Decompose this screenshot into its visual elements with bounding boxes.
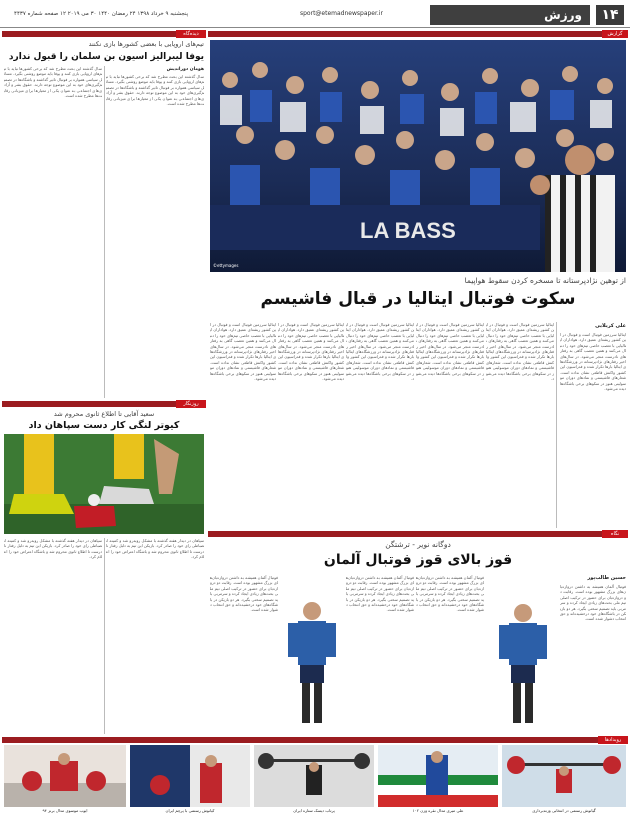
lead-column-5: ایتالیا سرزمین فوتبال است و فوتبال در این کشور ریشه‌ای عمیق دارد. هواداران ایتالیایی با تعصب خاصی تیم‌های خود را دنبال می‌کنند و همین تعصب گاهی به رفتارهای نادرست منجر می‌شود. در سال‌های اخیر رفتارهای نژادپرستانه در ورزشگاه‌های ایتالیا بارها تکرار شده و فدراسیون این کشور واکنش قاطعی نشان نداده است. شعارهای فاشیستی و نمادهای دوران موسولینی هنوز در سکوهای برخی باشگاه‌ها دیده می‌شود. [278, 322, 344, 382]
report-tag: گزارش [602, 30, 628, 38]
left-story-kicker: تیم‌های اروپایی با بعضی کشورها بازی نکنند [88, 40, 204, 48]
left-story-column-1: سال گذشته این بحث مطرح شد که برخی کشورها نباید با تیم‌های اروپایی بازی کنند و یوفا باید موضع روشنی بگیرد. مسائل سیاسی همواره بر فوتبال تاثیر گذاشته و باشگاه‌ها در تصمیم‌گیری‌های خود به این موضوع توجه دارند. حقوق بشر و آزادی‌های اجتماعی به عنوان یکی از معیارها برای میزبانی رقابت‌ها مطرح شده است. [106, 74, 204, 107]
second-story-column-1: سپاهان در دیدار هفته گذشته با مشکل روبه‌رو شد و کمیته انضباطی رای خود را صادر کرد. بازیکن این تیم به دلیل رفتار نادرست تا اطلاع ثانوی محروم شد و باشگاه اعتراض خود را اعلام کرد. [106, 538, 204, 560]
gallery-photo-1 [502, 745, 626, 807]
left-story-headline: یوفا لیبرالیز اسیون بن سلمان را قبول ندارد [8, 52, 204, 62]
gallery-photo-5 [4, 745, 126, 807]
second-story-headline: کیوتر لنگی کار دست سپاهان داد [28, 420, 180, 431]
lifter-photo [254, 745, 374, 807]
lead-headline: سکوت فوتبال ایتالیا در قبال فاشیسم [260, 289, 576, 309]
germany-byline: حسین طالب‌پور [587, 575, 626, 581]
gallery-photo-2 [378, 745, 498, 807]
goalkeeper-photo-right [487, 575, 557, 735]
lead-column-3: ایتالیا سرزمین فوتبال است و فوتبال در این کشور ریشه‌ای عمیق دارد. هواداران ایتالیایی با تعصب خاصی تیم‌های خود را دنبال می‌کنند و همین تعصب گاهی به رفتارهای نادرست منجر می‌شود. در سال‌های اخیر رفتارهای نژادپرستانه در ورزشگاه‌های ایتالیا بارها تکرار شده و فدراسیون این کشور واکنش قاطعی نشان نداده است. شعارهای فاشیستی و نمادهای دوران موسولینی هنوز در سکوهای برخی باشگاه‌ها دیده می‌شود. [416, 322, 484, 382]
left-story-column-2: سال گذشته این بحث مطرح شد که برخی کشورها نباید با تیم‌های اروپایی بازی کنند و یوفا باید موضع روشنی بگیرد. مسائل سیاسی همواره بر فوتبال تاثیر گذاشته و باشگاه‌ها در تصمیم‌گیری‌های خود به این موضوع توجه دارند. حقوق بشر و آزادی‌های اجتماعی به عنوان یکی از معیارها برای میزبانی رقابت‌ها مطرح شده است. [4, 66, 102, 99]
lead-column-4: ایتالیا سرزمین فوتبال است و فوتبال در این کشور ریشه‌ای عمیق دارد. هواداران ایتالیایی با تعصب خاصی تیم‌های خود را دنبال می‌کنند و همین تعصب گاهی به رفتارهای نادرست منجر می‌شود. در سال‌های اخیر رفتارهای نژادپرستانه در ورزشگاه‌های ایتالیا بارها تکرار شده و فدراسیون این کشور واکنش قاطعی نشان نداده است. شعارهای فاشیستی و نمادهای دوران موسولینی هنوز در سکوهای برخی باشگاه‌ها دیده می‌شود. [346, 322, 414, 382]
germany-headline: قوز بالای قوز فوتبال آلمان [323, 552, 513, 568]
column-divider [104, 538, 105, 734]
gallery-caption-4: کیانوش رستمی با پرچم ایران [165, 808, 215, 813]
column-divider [556, 322, 557, 528]
lead-column-6: ایتالیا سرزمین فوتبال است و فوتبال در این کشور ریشه‌ای عمیق دارد. هواداران ایتالیایی با تعصب خاصی تیم‌های خود را دنبال می‌کنند و همین تعصب گاهی به رفتارهای نادرست منجر می‌شود. در سال‌های اخیر رفتارهای نژادپرستانه در ورزشگاه‌های ایتالیا بارها تکرار شده و فدراسیون این کشور واکنش قاطعی نشان نداده است. شعارهای فاشیستی و نمادهای دوران موسولینی هنوز در سکوهای برخی باشگاه‌ها دیده می‌شود. [210, 322, 276, 382]
gallery-caption-3: پرتاب دیسک ستاره ایران [293, 808, 335, 813]
photo-credit: ©ettymages [213, 263, 239, 268]
lead-column-2: ایتالیا سرزمین فوتبال است و فوتبال در این کشور ریشه‌ای عمیق دارد. هواداران ایتالیایی با تعصب خاصی تیم‌های خود را دنبال می‌کنند و همین تعصب گاهی به رفتارهای نادرست منجر می‌شود. در سال‌های اخیر رفتارهای نژادپرستانه در ورزشگاه‌های ایتالیا بارها تکرار شده و فدراسیون این کشور واکنش قاطعی نشان نداده است. شعارهای فاشیستی و نمادهای دوران موسولینی هنوز در سکوهای برخی باشگاه‌ها دیده می‌شود. [486, 322, 554, 382]
second-story-kicker: سعید آقایی تا اطلاع ثانوی محروم شد [53, 410, 155, 418]
gallery-photo-4 [130, 745, 250, 807]
germany-kicker: دوگانه نویر - ترشتگن [385, 540, 451, 549]
podium-photo [378, 745, 498, 807]
gallery-tag: رویدادها [598, 736, 628, 744]
middle-tag-bar [208, 531, 628, 537]
left-story-byline: هومان دورانديش [166, 67, 204, 72]
page-number: ۱۴ [596, 5, 624, 25]
germany-column-2: فوتبال آلمان همیشه به داشتن دروازه‌بان‌های بزرگ مشهور بوده است. رقابت دو دروازه‌بان برای حضور در ترکیب اصلی تیم ملی بحث‌های زیادی ایجاد کرده و سرمربی باید تصمیم سختی بگیرد. هر دو بازیکن در باشگاه‌های خود درخشیده‌اند و حق انتخاب دشوار شده است. [416, 575, 484, 613]
gallery-caption-2: علی میری مدال نقره وزن ۱۰۲ [412, 808, 464, 813]
football-boots-photo [4, 434, 204, 534]
header-rule [0, 27, 630, 28]
section-title: ورزش [430, 5, 590, 25]
second-story-column-2: سپاهان در دیدار هفته گذشته با مشکل روبه‌رو شد و کمیته انضباطی رای خود را صادر کرد. بازیکن این تیم به دلیل رفتار نادرست تا اطلاع ثانوی محروم شد و باشگاه اعتراض خود را اعلام کرد. [4, 538, 102, 560]
germany-column-1: فوتبال آلمان همیشه به داشتن دروازه‌بان‌های بزرگ مشهور بوده است. رقابت دو دروازه‌بان برای حضور در ترکیب اصلی تیم ملی بحث‌های زیادی ایجاد کرده و سرمربی باید تصمیم سختی بگیرد. هر دو بازیکن در باشگاه‌های خود درخشیده‌اند و حق انتخاب دشوار شده است. [560, 584, 626, 622]
second-story-photo [4, 434, 204, 534]
goalkeeper-photo-left [280, 575, 344, 735]
site-url[interactable]: sport@etemadnewspaper.ir [300, 10, 383, 17]
wrestler-photo [4, 745, 126, 807]
athlete-photo [130, 745, 250, 807]
gallery-photo-3 [254, 745, 374, 807]
lead-byline: علی کربلایی [595, 323, 626, 329]
left-top-tag: دیده‌گاه [176, 30, 206, 38]
gallery-caption-5: ایوب موسوی مدال برنز ۹۴ [42, 808, 88, 813]
weightlifter-photo [502, 745, 626, 807]
column-divider [104, 66, 105, 398]
lead-photo [210, 40, 626, 272]
gallery-tag-bar [2, 737, 628, 743]
middle-tag: نگاه [602, 530, 628, 538]
lead-kicker: از توهین نژادپرستانه تا مسخره کردن سقوط هواپیما [464, 276, 626, 285]
date-line: پنجشنبه ۹ خرداد ۱۳۹۸ ۲۴ رمضان ۱۴۴۰ ۳۰ می ۲۰۱۹ ۱۲ صفحه شماره ۴۴۳۷ [14, 11, 189, 17]
second-story-tag: روزنگار [176, 400, 206, 408]
germany-column-3: فوتبال آلمان همیشه به داشتن دروازه‌بان‌های بزرگ مشهور بوده است. رقابت دو دروازه‌بان برای حضور در ترکیب اصلی تیم ملی بحث‌های زیادی ایجاد کرده و سرمربی باید تصمیم سختی بگیرد. هر دو بازیکن در باشگاه‌های خود درخشیده‌اند و حق انتخاب دشوار شده است. [346, 575, 414, 613]
report-tag-bar [208, 31, 628, 37]
goalkeeper-figure-left [280, 575, 344, 735]
germany-column-4: فوتبال آلمان همیشه به داشتن دروازه‌بان‌های بزرگ مشهور بوده است. رقابت دو دروازه‌بان برای حضور در ترکیب اصلی تیم ملی بحث‌های زیادی ایجاد کرده و سرمربی باید تصمیم سختی بگیرد. هر دو بازیکن در باشگاه‌های خود درخشیده‌اند و حق انتخاب دشوار شده است. [210, 575, 278, 613]
goalkeeper-figure-right [487, 575, 557, 735]
banner-text: LA BASS [360, 218, 456, 243]
stadium-crowd-photo [210, 40, 626, 272]
lead-column-1: ایتالیا سرزمین فوتبال است و فوتبال در این کشور ریشه‌ای عمیق دارد. هواداران ایتالیایی با تعصب خاصی تیم‌های خود را دنبال می‌کنند و همین تعصب گاهی به رفتارهای نادرست منجر می‌شود. در سال‌های اخیر رفتارهای نژادپرستانه در ورزشگاه‌های ایتالیا بارها تکرار شده و فدراسیون این کشور واکنش قاطعی نشان نداده است. شعارهای فاشیستی و نمادهای دوران موسولینی هنوز در سکوهای برخی باشگاه‌ها دیده می‌شود. [560, 332, 626, 392]
gallery-caption-1: گیانوش رستمی در انتخابی وزنه‌برداری [532, 808, 596, 813]
